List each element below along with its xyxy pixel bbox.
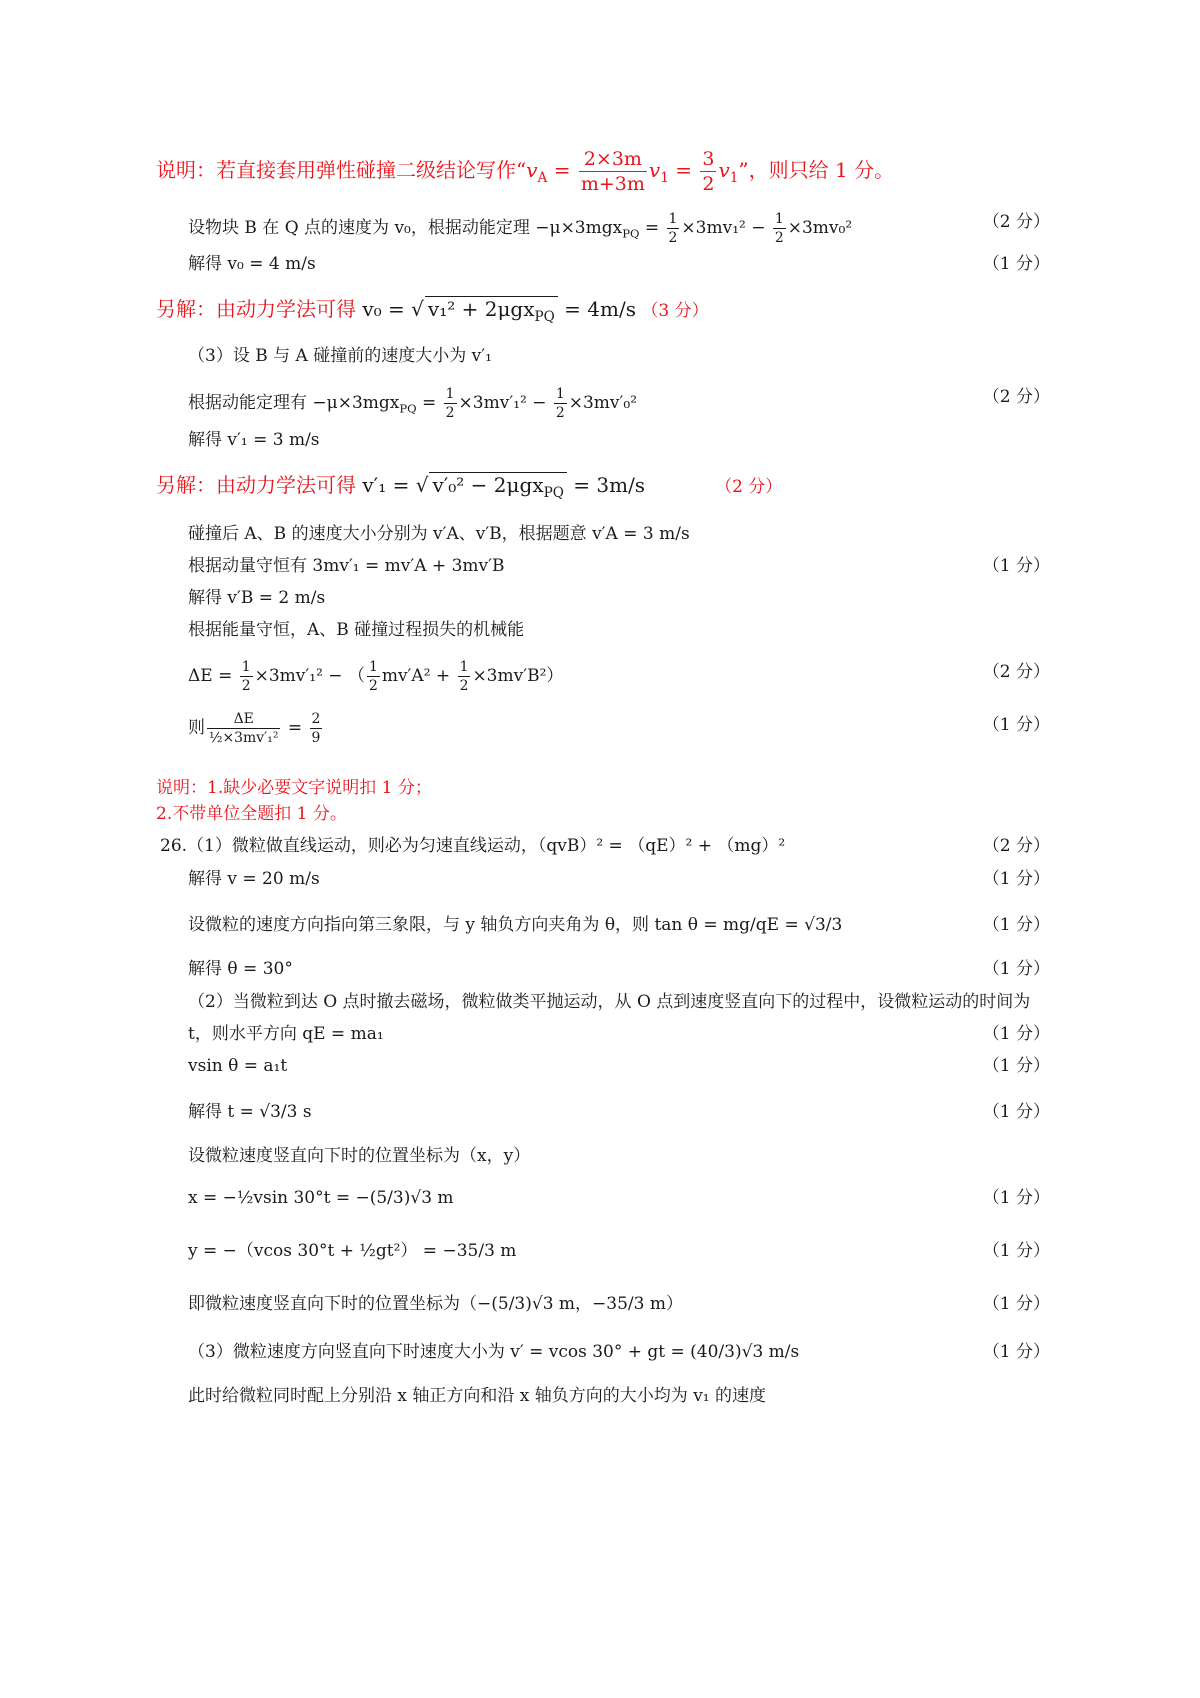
score-points: （2 分）	[715, 477, 783, 497]
score-points: （1 分）	[982, 715, 1050, 735]
fraction: $\frac{1}{2}$	[555, 386, 565, 421]
fraction: $\frac{3}{2}$	[702, 148, 715, 195]
score-points: （1 分）	[982, 556, 1050, 576]
fraction: $\frac{1}{2}$	[459, 659, 469, 694]
score-points: （1 分）	[982, 1102, 1050, 1122]
q26-line: 即微粒速度竖直向下时的位置坐标为（−(5/3)√3 m，−35/3 m）	[188, 1294, 683, 1314]
fraction: $\frac{1}{2}$	[241, 659, 251, 694]
text-line: 解得 v′B = 2 m/s	[188, 588, 326, 608]
alt-solution: 另解：由动力学法可得 v′₁ = √ v′₀² − 2μgx$_{PQ}$ = 3m/s （2 分）	[156, 472, 1050, 505]
q26-line: y = −（vcos 30°t + ½gt²） = −35/3 m	[188, 1241, 517, 1261]
score-points: （1 分）	[982, 254, 1050, 274]
q26-line: 此时给微粒同时配上分别沿 x 轴正方向和沿 x 轴负方向的大小均为 v₁ 的速度	[188, 1386, 767, 1406]
text-line: 根据动量守恒有 3mv′₁ = mv′A + 3mv′B	[188, 556, 505, 576]
score-points: （2 分）	[982, 212, 1050, 232]
score-points: （1 分）	[982, 1188, 1050, 1208]
fraction: $\frac{1}{2}$	[668, 211, 678, 246]
score-points: （1 分）	[982, 1294, 1050, 1314]
fraction: $\frac{2\times 3m}{m+3m}$	[580, 148, 645, 195]
note-elastic-collision: 说明：若直接套用弹性碰撞二级结论写作“$v_A$ = $\frac{2\times 3m}{m+3m}$ $v_1$ = $\frac{3}{2}$ $v_1$”，则只给 1 分。	[156, 148, 895, 195]
q26-line: 解得 t = √3/3 s	[188, 1102, 312, 1122]
alt-solution: 另解：由动力学法可得 v₀ = √ v₁² + 2μgx$_{PQ}$ = 4m/s （3 分）	[156, 296, 1050, 329]
q26-line: 26.（1）微粒做直线运动，则必为匀速直线运动，（qvB）² = （qE）² + （mg）²	[160, 836, 786, 856]
equation-line: 根据动能定理有 −μ×3mgx$_{PQ}$ = $\frac{1}{2}$ ×3mv′₁² − $\frac{1}{2}$ ×3mv′₀²	[188, 386, 638, 421]
text-line: 解得 v′₁ = 3 m/s	[188, 430, 320, 450]
q26-line: vsin θ = a₁t	[188, 1056, 288, 1076]
q26-line: 解得 θ = 30°	[188, 959, 293, 979]
score-points: （1 分）	[982, 1342, 1050, 1362]
score-points: （2 分）	[982, 836, 1050, 856]
fraction: $\frac{\Delta E}{\text{½×3mv′₁²}}$	[209, 711, 279, 746]
score-points: （1 分）	[982, 869, 1050, 889]
q26-line: （2）当微粒到达 O 点时撤去磁场，微粒做类平抛运动，从 O 点到速度竖直向下的过程中，设微粒运动的时间为	[188, 992, 1031, 1012]
fraction: $\frac{1}{2}$	[774, 211, 784, 246]
q26-line: x = −½vsin 30°t = −(5/3)√3 m	[188, 1188, 454, 1208]
equation-line: 设物块 B 在 Q 点的速度为 v₀，根据动能定理 −μ×3mgx$_{PQ}$ = $\frac{1}{2}$ ×3mv₁² − $\frac{1}{2}$ ×3mv₀²	[188, 211, 853, 246]
formula-va: v	[526, 158, 538, 182]
text-line: 解得 v₀ = 4 m/s	[188, 254, 316, 274]
square-root: v′₀² − 2μgx$_{PQ}$	[429, 472, 566, 505]
text-line: （3）设 B 与 A 碰撞前的速度大小为 v′₁	[188, 346, 492, 366]
q26-line: （3）微粒速度方向竖直向下时速度大小为 v′ = vcos 30° + gt = (40/3)√3 m/s	[188, 1342, 800, 1362]
score-points: （1 分）	[982, 1056, 1050, 1076]
score-points: （2 分）	[982, 387, 1050, 407]
score-points: （1 分）	[982, 1241, 1050, 1261]
q26-line: 设微粒的速度方向指向第三象限，与 y 轴负方向夹角为 θ，则 tan θ = mg/qE = √3/3	[188, 915, 843, 935]
fraction: $\frac{1}{2}$	[445, 386, 455, 421]
score-points: （1 分）	[982, 915, 1050, 935]
q26-line: t，则水平方向 qE = ma₁	[188, 1024, 384, 1044]
square-root: v₁² + 2μgx$_{PQ}$	[425, 296, 558, 329]
fraction: $\frac{1}{2}$	[368, 659, 378, 694]
note-deduction-1: 说明：1.缺少必要文字说明扣 1 分；	[156, 778, 432, 798]
equation-line: ΔE = $\frac{1}{2}$ ×3mv′₁² − （ $\frac{1}{2}$ mv′A² + $\frac{1}{2}$ ×3mv′B²）	[188, 659, 564, 694]
score-points: （3 分）	[641, 301, 709, 321]
q26-line: 解得 v = 20 m/s	[188, 869, 320, 889]
fraction: $\frac{2}{9}$	[311, 711, 321, 746]
text-line: 根据能量守恒，A、B 碰撞过程损失的机械能	[188, 620, 525, 640]
q26-line: 设微粒速度竖直向下时的位置坐标为（x，y）	[188, 1146, 531, 1166]
score-points: （2 分）	[982, 662, 1050, 682]
score-points: （1 分）	[982, 1024, 1050, 1044]
equation-line: 则 $\frac{\Delta E}{\text{½×3mv′₁²}}$ = $\frac{2}{9}$	[188, 711, 321, 746]
note-deduction-2: 2.不带单位全题扣 1 分。	[156, 804, 347, 824]
text-line: 碰撞后 A、B 的速度大小分别为 v′A、v′B，根据题意 v′A = 3 m/s	[188, 524, 690, 544]
score-points: （1 分）	[982, 959, 1050, 979]
